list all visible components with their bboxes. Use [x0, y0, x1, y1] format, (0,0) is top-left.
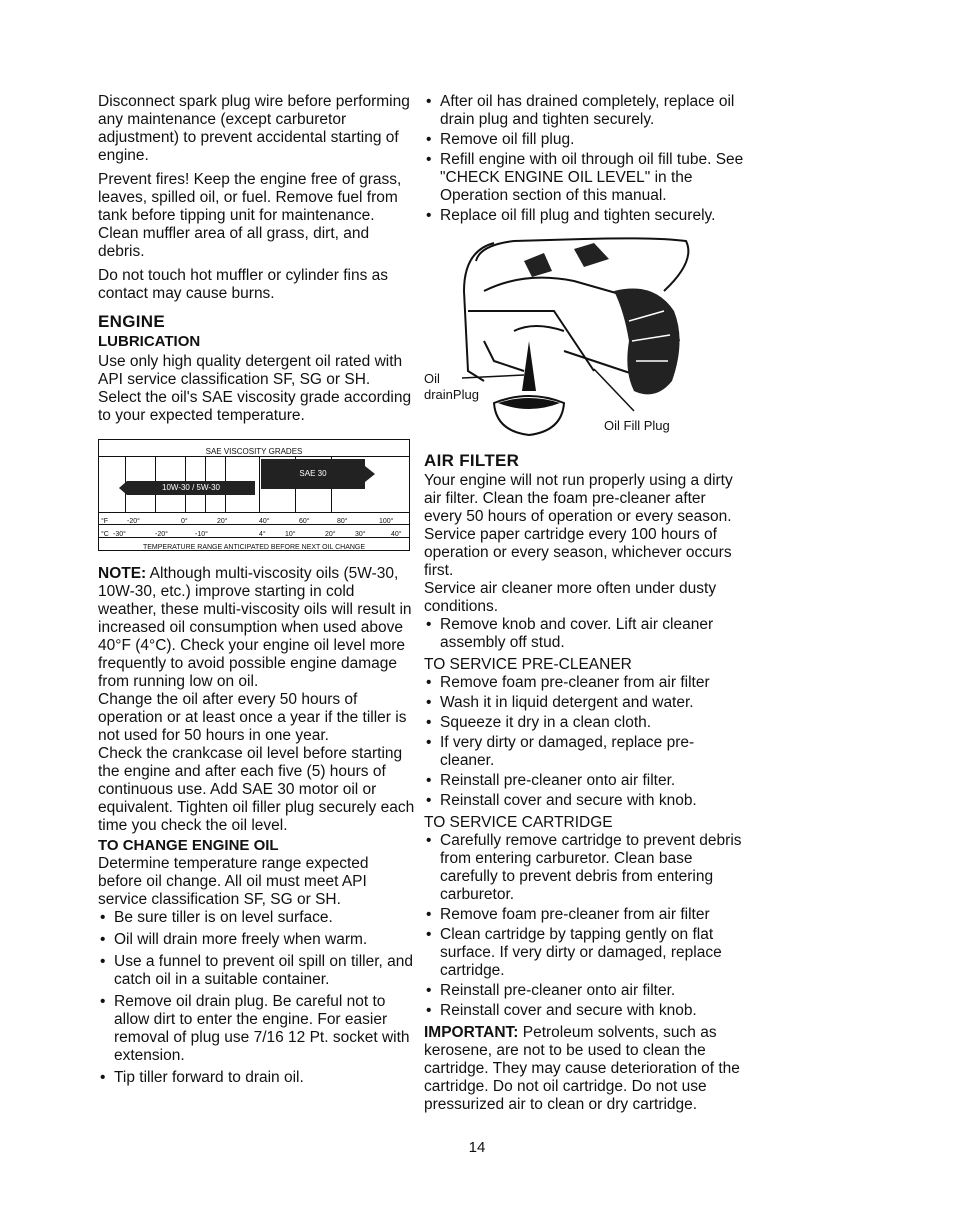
sae-viscosity-chart	[98, 439, 410, 551]
list-item: • Oil will drain more freely when warm.	[98, 931, 416, 949]
drain-plug-leader	[462, 375, 524, 378]
list-item: • If very dirty or damaged, replace pre-cleaner.	[424, 734, 744, 770]
list-item: • Wash it in liquid detergent and water.	[424, 694, 744, 712]
list-item: • Clean cartridge by tapping gently on flat surface. If very dirty or damaged, replace cartridge.	[424, 926, 744, 980]
air-filter-heading: AIR FILTER	[424, 451, 520, 470]
f-tick: -20°	[127, 518, 140, 525]
important-paragraph	[424, 1024, 744, 1114]
list-item: • Reinstall pre-cleaner onto air filter.	[424, 982, 744, 1000]
oil-drain-label-2: drainPlug	[424, 387, 479, 402]
fill-plug-leader	[594, 369, 634, 411]
oil-drain-label-1: Oil	[424, 371, 440, 386]
cartridge-list	[424, 832, 744, 1020]
check-oil-level: Check the crankcase oil level before starting the engine and after each five (5) hours of continuous use. Add SAE 30 motor oil or equivalent. Tighten oil filler plug securely each time you check the oil level.	[98, 745, 415, 834]
right-column	[424, 93, 744, 1114]
list-item: • Use a funnel to prevent oil spill on tiller, and catch oil in a suitable container.	[98, 953, 416, 989]
list-item: • Remove oil fill plug.	[424, 131, 744, 149]
bar-sae30: SAE 30	[261, 459, 365, 489]
chart-footer: TEMPERATURE RANGE ANTICIPATED BEFORE NEXT OIL CHANGE	[142, 544, 366, 551]
celsius-row	[99, 525, 409, 538]
list-item: • Reinstall cover and secure with knob.	[424, 792, 744, 810]
safety-paragraph-muffler: Do not touch hot muffler or cylinder fins as contact may cause burns.	[98, 267, 389, 302]
list-item: • Squeeze it dry in a clean cloth.	[424, 714, 744, 732]
list-item: • After oil has drained completely, replace oil drain plug and tighten securely.	[424, 93, 744, 129]
change-oil-list	[98, 909, 416, 1087]
c-unit-label: °C	[101, 531, 109, 538]
tiller-drawing	[424, 231, 724, 446]
bar-10w30-5w30: 10W-30 / 5W-30	[127, 481, 255, 495]
c-tick: 20°	[325, 531, 336, 538]
list-item: • Reinstall pre-cleaner onto air filter.	[424, 772, 744, 790]
list-item: • Refill engine with oil through oil fill tube. See "CHECK ENGINE OIL LEVEL" in the Operation section of this manual.	[424, 151, 744, 205]
note-paragraph	[98, 565, 416, 691]
f-unit-label: °F	[101, 518, 109, 525]
f-tick: 20°	[217, 518, 228, 525]
f-tick: 60°	[299, 518, 310, 525]
list-item: • Remove foam pre-cleaner from air filter	[424, 906, 744, 924]
left-column	[98, 93, 416, 1091]
list-item: • Reinstall cover and secure with knob.	[424, 1002, 744, 1020]
safety-paragraph-fires: Prevent fires! Keep the engine free of grass, leaves, spilled oil, or fuel. Remove fuel from tank before tipping unit for maintenance. Clean muffler area of all grass, dirt, and debris.	[98, 171, 402, 260]
chart-arrows	[99, 457, 411, 512]
list-item: • Replace oil fill plug and tighten securely.	[424, 207, 744, 225]
c-tick: 10°	[285, 531, 296, 538]
oil-fill-plug-label: Oil Fill Plug	[604, 418, 670, 433]
safety-paragraph-spark-plug: Disconnect spark plug wire before performing any maintenance (except carburetor adjustment) to prevent accidental starting of engine.	[98, 93, 410, 164]
f-tick: 80°	[337, 518, 348, 525]
list-item: • Tip tiller forward to drain oil.	[98, 1069, 416, 1087]
important-text: Petroleum solvents, such as kerosene, are not to be used to clean the cartridge. They may cause deterioration of the cartridge. Do not oil cartridge. Do not use pressurized air to clean or dry cartridge.	[424, 1024, 740, 1113]
cartridge-heading: TO SERVICE CARTRIDGE	[424, 814, 613, 831]
arrow-left	[119, 481, 127, 495]
f-tick: 0°	[181, 518, 188, 525]
lubrication-text: Use only high quality detergent oil rated with API service classification SF, SG or SH. Select the oil's SAE viscosity grade according to your expected temperature.	[98, 353, 412, 424]
list-item: • Remove knob and cover. Lift air cleaner assembly off stud.	[424, 616, 744, 652]
f-tick: 100°	[379, 518, 394, 525]
change-oil-interval: Change the oil after every 50 hours of operation or at least once a year if the tiller is not used for 50 hours in one year.	[98, 691, 407, 744]
important-label: IMPORTANT:	[424, 1024, 519, 1041]
oil-refill-list	[424, 93, 744, 225]
note-text: Although multi-viscosity oils (5W-30, 10W-30, etc.) improve starting in cold weather, these multi-viscosity oils will result in increased oil consumption when used above 40°F (4°C). Check your engine oil level more frequently to avoid possible engine damage from running low on oil.	[98, 565, 412, 690]
oil-stream	[522, 341, 536, 391]
change-engine-oil-text: Determine temperature range expected before oil change. All oil must meet API service classification SF, SG or SH.	[98, 855, 369, 908]
arrow-right	[365, 466, 375, 482]
chart-band	[99, 456, 409, 513]
engine-heading: ENGINE	[98, 312, 165, 331]
page-number: 14	[468, 1139, 486, 1156]
air-filter-paragraph-1: Your engine will not run properly using a dirty air filter. Clean the foam pre-cleaner after every 50 hours of operation or every season. Service paper cartridge every 100 hours of operation or every season, whichever occurs first.	[424, 472, 733, 579]
list-item: • Be sure tiller is on level surface.	[98, 909, 416, 927]
change-engine-oil-heading: TO CHANGE ENGINE OIL	[98, 837, 279, 854]
c-tick: -20°	[155, 531, 168, 538]
pre-cleaner-heading: TO SERVICE PRE-CLEANER	[424, 656, 632, 673]
c-tick: -10°	[195, 531, 208, 538]
f-tick: 40°	[259, 518, 270, 525]
c-tick: 30°	[355, 531, 366, 538]
lubrication-heading: LUBRICATION	[98, 333, 201, 350]
list-item: • Remove foam pre-cleaner from air filter	[424, 674, 744, 692]
c-tick: -30°	[113, 531, 126, 538]
oil-drain-illustration	[424, 231, 724, 446]
pre-cleaner-list	[424, 674, 744, 810]
c-tick: 40°	[391, 531, 402, 538]
fahrenheit-row	[99, 512, 409, 525]
list-item: • Remove oil drain plug. Be careful not to allow dirt to enter the engine. For easier removal of plug use 7/16 12 Pt. socket with extension.	[98, 993, 416, 1065]
list-item: • Carefully remove cartridge to prevent debris from entering carburetor. Clean base carefully to prevent debris from entering carburetor.	[424, 832, 744, 904]
chart-title: SAE VISCOSITY GRADES	[205, 447, 303, 456]
air-filter-list	[424, 616, 744, 652]
note-label: NOTE:	[98, 565, 147, 582]
c-tick: 4°	[259, 531, 266, 538]
air-filter-paragraph-2: Service air cleaner more often under dusty conditions.	[424, 580, 717, 615]
